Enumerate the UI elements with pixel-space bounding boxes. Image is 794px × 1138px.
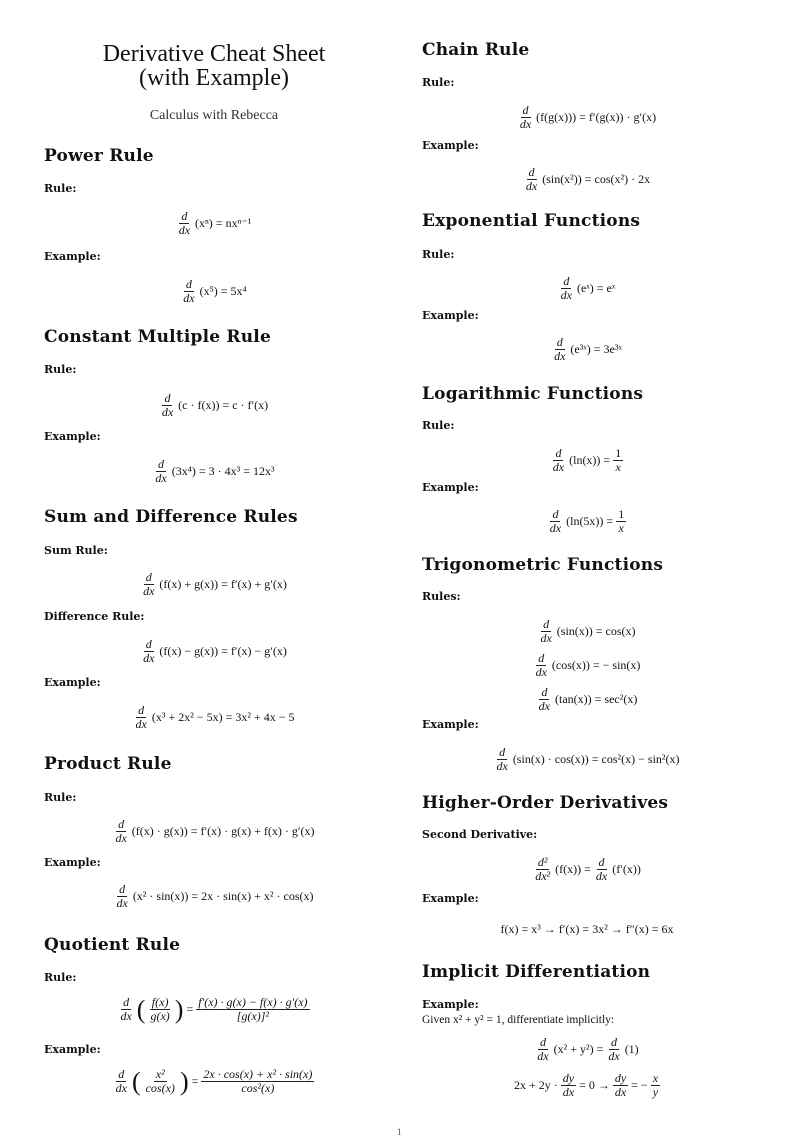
difference-rule-formula: $\frac{d}{dx}$ (f(x) − g(x)) = f′(x) − g′(x): [143, 637, 287, 665]
page-number: 1: [397, 1127, 402, 1137]
rule-label: Rule:: [422, 76, 455, 89]
example-label: Example:: [422, 718, 479, 731]
constant-rule-formula: $\frac{d}{dx}$ (c · f(x)) = c · f′(x): [161, 391, 269, 419]
log-rule-formula: $\frac{d}{dx}$ (ln(x)) = $\frac{1}{x}$: [552, 446, 622, 474]
sum-rule-formula: $\frac{d}{dx}$ (f(x) + g(x)) = f′(x) + g′(x): [143, 570, 287, 598]
quotient-rule-formula: $\frac{d}{dx}$ ( $\frac{f(x)}{g(x)}$ ) = $\frac{f'(x) \cdot g(x) - f(x) \cdot g'(x)}{\text{[g(x)]²}}$: [120, 994, 308, 1024]
example-label: Example:: [44, 856, 101, 869]
example-label: Example:: [422, 481, 479, 494]
rule-label: Rule:: [44, 363, 77, 376]
example-label: Example:: [422, 998, 479, 1011]
second-derivative-label: Second Derivative:: [422, 828, 538, 841]
chain-example-formula: $\frac{d}{dx}$ (sin(x²)) = cos(x²) · 2x: [525, 165, 651, 193]
trig-example-formula: $\frac{d}{dx}$ (sin(x) · cos(x)) = cos²(x) − sin²(x): [496, 745, 680, 773]
constant-example-formula: $\frac{d}{dx}$ (3x⁴) = 3 · 4x³ = 12x³: [155, 457, 275, 485]
rule-label: Rule:: [44, 971, 77, 984]
exponential-rule-formula: $\frac{d}{dx}$ (eˣ) = eˣ: [560, 274, 616, 302]
higher-order-example-formula: f(x) = x³ → f′(x) = 3x² → f″(x) = 6x: [500, 922, 674, 936]
author: Calculus with Rebecca: [149, 108, 279, 123]
log-example-formula: $\frac{d}{dx}$ (ln(5x)) = $\frac{1}{x}$: [549, 507, 625, 535]
example-label: Example:: [422, 139, 479, 152]
section-title-higher-order: Higher-Order Derivatives: [422, 793, 669, 813]
example-label: Example:: [44, 676, 101, 689]
left-column: [44, 0, 389, 1096]
section-title-implicit: Implicit Differentiation: [422, 962, 651, 982]
section-title-exponential: Exponential Functions: [422, 211, 641, 231]
difference-rule-label: Difference Rule:: [44, 610, 145, 623]
example-label: Example:: [44, 250, 101, 263]
rule-label: Rule:: [44, 182, 77, 195]
trig-sin-formula: $\frac{d}{dx}$ (sin(x)) = cos(x): [540, 617, 636, 645]
trig-tan-formula: $\frac{d}{dx}$ (tan(x)) = sec²(x): [538, 685, 638, 713]
example-label: Example:: [44, 1043, 101, 1056]
sum-rule-label: Sum Rule:: [44, 544, 108, 557]
section-title-logarithmic: Logarithmic Functions: [422, 384, 644, 404]
quotient-example-formula: $\frac{d}{dx}$ ( $\frac{\text{x²}}{\cos(x)}$ ) = $\frac{\text{2x · cos(x) + x² · sin(x)}}{\text{cos²(x)}}$: [115, 1066, 313, 1096]
power-example-formula: $\frac{d}{dx}$ (x⁵) = 5x⁴: [183, 277, 247, 305]
implicit-line1-formula: $\frac{d}{dx}$ (x² + y²) = $\frac{d}{dx}$ (1): [537, 1035, 639, 1063]
implicit-given-text: Given x² + y² = 1, differentiate implicitly:: [422, 1014, 615, 1026]
title-block: [44, 42, 384, 124]
example-label: Example:: [44, 430, 101, 443]
section-title-constant-multiple: Constant Multiple Rule: [44, 327, 271, 347]
product-example-formula: $\frac{d}{dx}$ (x² · sin(x)) = 2x · sin(x) + x² · cos(x): [116, 882, 314, 910]
trig-cos-formula: $\frac{d}{dx}$ (cos(x)) = − sin(x): [535, 651, 641, 679]
section-title-trigonometric: Trigonometric Functions: [422, 555, 664, 575]
second-derivative-formula: $\frac{\text{d²}}{\text{dx²}}$ (f(x)) = $\frac{d}{dx}$ (f′(x)): [535, 855, 641, 883]
exponential-example-formula: $\frac{d}{dx}$ (e³ˣ) = 3e³ˣ: [554, 335, 622, 363]
page-title: Derivative Cheat Sheet (with Example): [102, 41, 326, 91]
rule-label: Rule:: [44, 791, 77, 804]
example-label: Example:: [422, 309, 479, 322]
power-rule-formula: $\frac{d}{dx}$ (xⁿ) = nxⁿ⁻¹: [178, 209, 252, 237]
rule-label: Rule:: [422, 419, 455, 432]
rules-label: Rules:: [422, 590, 461, 603]
chain-rule-formula: $\frac{d}{dx}$ (f(g(x))) = f′(g(x)) · g′(x): [519, 103, 657, 131]
sum-difference-example-formula: $\frac{d}{dx}$ (x³ + 2x² − 5x) = 3x² + 4x − 5: [135, 703, 295, 731]
example-label: Example:: [422, 892, 479, 905]
section-title-product: Product Rule: [44, 754, 172, 774]
rule-label: Rule:: [422, 248, 455, 261]
section-title-chain: Chain Rule: [422, 40, 530, 60]
section-title-quotient: Quotient Rule: [44, 935, 181, 955]
implicit-line2-formula: 2x + 2y · $\frac{dy}{dx}$ = 0 → $\frac{dy}{dx}$ = − $\frac{x}{y}$: [513, 1071, 659, 1099]
section-title-power: Power Rule: [44, 146, 154, 166]
section-title-sum-difference: Sum and Difference Rules: [44, 507, 298, 527]
product-rule-formula: $\frac{d}{dx}$ (f(x) · g(x)) = f′(x) · g(x) + f(x) · g′(x): [115, 817, 315, 845]
